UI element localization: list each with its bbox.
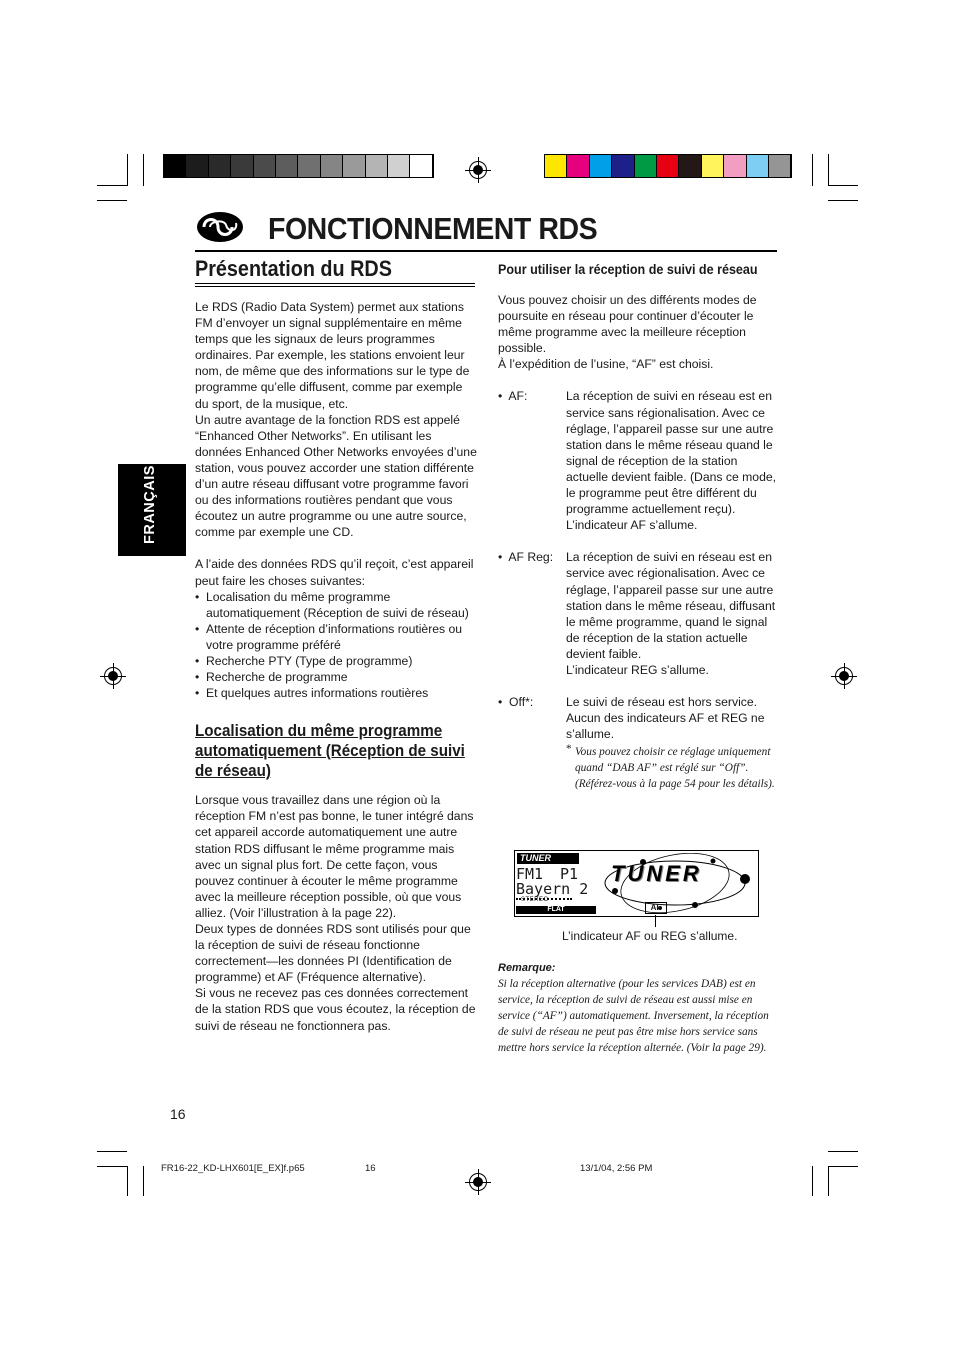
list-item: • Localisation du même programme automatiquement (Réception de suivi de réseau): [195, 589, 469, 620]
crop-mark: [828, 185, 858, 186]
remark-block: [498, 960, 780, 1056]
footer-date: 13/1/04, 2:56 PM: [580, 1163, 653, 1174]
footnote: * Vous pouvez choisir ce réglage uniquement quand “DAB AF” est réglé sur “Off”. (Référez-vous à la page 54 pour les détails).: [566, 743, 775, 791]
rds-logo-icon: [196, 211, 244, 243]
heading-divider: [195, 286, 475, 287]
crop-mark: [97, 1151, 127, 1152]
crop-mark: [812, 1166, 813, 1196]
tuner-display: [514, 850, 759, 917]
registration-mark-icon: [835, 667, 853, 685]
color-swatch: [321, 155, 343, 177]
color-calibration-bars: [544, 154, 792, 178]
left-column: [195, 299, 477, 1034]
crop-mark: [127, 154, 128, 186]
mode-item-af: • AF: La réception de suivi en réseau est en service sans régionalisation. Avec ce réglage, l’appareil passe sur une autre station dans le même réseau quand le signal de réception de la station actuelle devient faible. (Dans ce mode, le programme peut être différent du programme actuellement reçu). L’indicateur AF s’allume.: [498, 389, 777, 533]
registration-mark-icon: [469, 161, 487, 179]
sub-heading: Pour utiliser la réception de suivi de réseau: [498, 262, 758, 277]
display-preset: P1: [560, 865, 579, 883]
list-item: • Attente de réception d’informations routières ou votre programme préféré: [195, 621, 463, 652]
crop-mark: [828, 1166, 858, 1167]
body-paragraph: Deux types de données RDS sont utilisés pour que la réception de suivi de réseau fonctionne correctement—les données PI (Identification de programme) et AF (Fréquence alternative).: [195, 922, 471, 985]
display-badge: TUNER: [517, 853, 578, 864]
color-swatch: [590, 155, 612, 177]
crop-mark: [143, 154, 144, 186]
color-swatch: [276, 155, 298, 177]
registration-mark-icon: [104, 667, 122, 685]
right-column: [498, 261, 780, 792]
color-swatch: [724, 155, 746, 177]
color-swatch: [343, 155, 365, 177]
factory-setting: À l’expédition de l’usine, “AF” est choisi.: [498, 357, 714, 372]
af-indicator: AF: [645, 902, 667, 914]
page-number: 16: [170, 1106, 186, 1122]
color-swatch: [388, 155, 410, 177]
title-divider: [195, 250, 777, 252]
color-swatch: [366, 155, 388, 177]
color-swatch: [612, 155, 634, 177]
display-logo: TUNER: [611, 861, 702, 886]
display-eq: FLAT: [516, 906, 596, 914]
crop-mark: [828, 1151, 858, 1152]
indicator-leader-line: [655, 915, 656, 927]
display-caption: L’indicateur AF ou REG s’allume.: [562, 929, 738, 943]
color-swatch: [231, 155, 253, 177]
color-swatch: [657, 155, 679, 177]
list-item: • Recherche PTY (Type de programme): [195, 653, 413, 668]
footer-page: 16: [365, 1163, 376, 1174]
color-swatch: [298, 155, 320, 177]
color-swatch: [769, 155, 791, 177]
color-swatch: [410, 155, 432, 177]
grey-calibration-bars: [163, 154, 434, 178]
registration-mark-icon: [469, 1173, 487, 1191]
crop-mark: [812, 154, 813, 186]
color-swatch: [186, 155, 208, 177]
color-swatch: [254, 155, 276, 177]
crop-mark: [127, 1166, 128, 1196]
footer-file: FR16-22_KD-LHX601[E_EX]f.p65: [161, 1163, 305, 1174]
remark-text: Si la réception alternative (pour les services DAB) est en service, la réception de suivi de réseau est aussi mise en service (“AF”) automatiquement. Inversement, la réception de suivi de réseau ne peut pas être mise hors service sans mettre hors service la réception alternée. (Voir la page 29).: [498, 978, 769, 1055]
list-item: • Et quelques autres informations routières: [195, 686, 429, 701]
mode-item-off: • Off*: Le suivi de réseau est hors service. Aucun des indicateurs AF et REG ne s’allume. * Vous pouvez choisir ce réglage uniquement quand “DAB AF” est réglé sur “Off”. (Référez-vous à la page 54 pour les détails).: [498, 694, 780, 792]
crop-mark: [97, 1166, 127, 1167]
intro-paragraph: Vous pouvez choisir un des différents modes de poursuite en réseau pour continuer d’écouter le même programme avec la meilleure réception possible.: [498, 293, 757, 356]
crop-mark: [97, 200, 127, 201]
color-swatch: [164, 155, 186, 177]
display-stereo: STEREO: [521, 897, 549, 903]
mode-item-af-reg: • AF Reg: La réception de suivi en réseau est en service avec régionalisation. Avec ce réglage, l’appareil passe sur une autre station dans le même réseau, diffusant le même programme, quand le signal de réception de la station actuelle devient faible. L’indicateur REG s’allume.: [498, 550, 776, 677]
intro-paragraph: Le RDS (Radio Data System) permet aux stations FM d’envoyer un signal supplémentaire en même temps que les signaux de leurs programmes ordinaires. Par exemple, les stations envoient leur nom, de même que des informations sur le type de programme qu’elle diffusent, comme par exemple du sport, de la musique, etc.: [195, 300, 470, 411]
body-paragraph: Si vous ne recevez pas ces données correctement de la station RDS que vous écoutez, la réception de suivi de réseau ne fonctionnera pas.: [195, 986, 476, 1033]
color-swatch: [679, 155, 701, 177]
language-tab: [118, 464, 186, 556]
language-label: FRANÇAIS: [142, 465, 158, 544]
section-heading: Présentation du RDS: [195, 256, 392, 281]
list-intro: A l’aide des données RDS qu’il reçoit, c’est appareil peut faire les choses suivantes:: [195, 557, 474, 588]
color-swatch: [747, 155, 769, 177]
color-swatch: [545, 155, 567, 177]
color-swatch: [635, 155, 657, 177]
intro-paragraph: Un autre avantage de la fonction RDS est appelé “Enhanced Other Networks”. En utilisant les données Enhanced Other Networks envoyées d’une station, vous pouvez accorder une station différente d’un autre réseau diffusant votre programme favori ou des informations routières pendant que vous écoutez un autre programme ou une autre source, comme par exemple une CD.: [195, 412, 477, 540]
remark-title: Remarque:: [498, 962, 556, 974]
display-station: Bayern 2: [516, 880, 589, 898]
display-band: FM1: [516, 865, 544, 883]
page-title: FONCTIONNEMENT RDS: [268, 211, 598, 246]
crop-mark: [828, 154, 829, 186]
sub-heading: Localisation du même programme automatiquement (Réception de suivi de réseau): [195, 722, 465, 781]
color-swatch: [567, 155, 589, 177]
crop-mark: [828, 1166, 829, 1196]
color-swatch: [209, 155, 231, 177]
color-swatch: [702, 155, 724, 177]
list-item: • Recherche de programme: [195, 670, 348, 685]
crop-mark: [97, 185, 127, 186]
heading-divider: [195, 283, 475, 284]
crop-mark: [143, 1166, 144, 1196]
crop-mark: [828, 200, 858, 201]
body-paragraph: Lorsque vous travaillez dans une région où la réception FM n’est pas bonne, le tuner intégré dans cet appareil accorde automatiquement une autre station RDS diffusant le même programme mais avec un signal plus fort. De cette façon, vous pouvez continuer à écouter le même programme avec la meilleure réception possible, où que vous alliez. (Voir l’illustration à la page 22).: [195, 793, 474, 920]
